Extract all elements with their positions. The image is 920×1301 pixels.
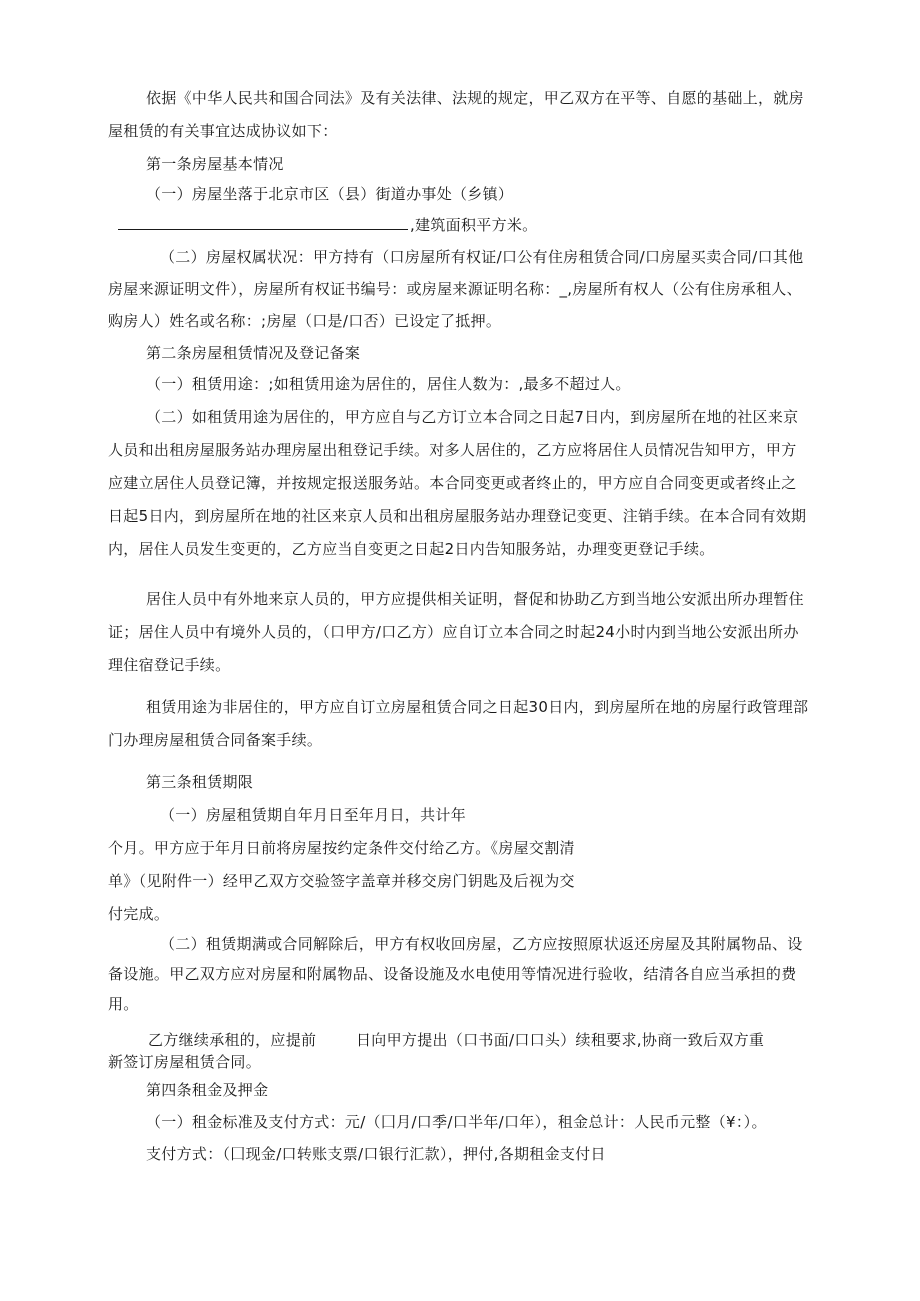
text-line: （二）租赁期满或合同解除后，甲方有权收回房屋，乙方应按照原状返还房屋及其附属物品、设 <box>160 935 803 953</box>
text-line <box>118 215 537 235</box>
text-line: 日向甲方提出（口书面/口口头）续租要求,协商一致后双方重 <box>356 1031 765 1049</box>
text-line: 购房人）姓名或名称：;房屋（口是/口否）已设定了抵押。 <box>108 312 502 330</box>
section-heading: 第二条房屋租赁情况及登记备案 <box>146 344 361 362</box>
section-heading: 第四条租金及押金 <box>146 1081 269 1099</box>
text-fragment: ,建筑面积平方米。 <box>410 216 538 234</box>
section-heading: 第一条房屋基本情况 <box>146 155 284 173</box>
text-line: 理住宿登记手续。 <box>108 656 231 674</box>
text-line: 新签订房屋租赁合同。 <box>108 1053 262 1071</box>
text-line: 单》（见附件一）经甲乙双方交验签字盖章并移交房门钥匙及后视为交 <box>108 872 575 890</box>
text-line: 支付方式：（囗现金/口转账支票/口银行汇款），押付,各期租金支付日 <box>146 1145 606 1163</box>
text-line: （一）租金标准及支付方式：元/（囗月/口季/口半年/口年），租金总计：人民币元整（¥：）。 <box>146 1113 767 1131</box>
text-line: 付完成。 <box>108 905 170 923</box>
text-line: 居住人员中有外地来京人员的，甲方应提供相关证明，督促和协助乙方到当地公安派出所办理暂住 <box>146 590 804 608</box>
text-line: 门办理房屋租赁合同备案手续。 <box>108 731 323 749</box>
text-line: 用。 <box>108 995 139 1013</box>
text-line: 应建立居住人员登记簿，并按规定报送服务站。本合同变更或者终止的，甲方应自合同变更或者终止之 <box>108 474 797 492</box>
text-line: （一）租赁用途：;如租赁用途为居住的，居住人数为：,最多不超过人。 <box>146 375 631 393</box>
fill-in-blank <box>118 215 408 230</box>
text-line: （二）房屋权属状况：甲方持有（口房屋所有权证/口公有住房租赁合同/口房屋买卖合同/口其他 <box>160 248 804 266</box>
text-line: 人员和出租房屋服务站办理房屋出租登记手续。对多人居住的，乙方应将居住人员情况告知甲方，甲方 <box>108 441 797 459</box>
text-line: 个月。甲方应于年月日前将房屋按约定条件交付给乙方。《房屋交割清 <box>108 839 575 857</box>
text-line: 内，居住人员发生变更的，乙方应当自变更之日起2日内告知服务站，办理变更登记手续。 <box>108 540 715 558</box>
text-line: 证；居住人员中有境外人员的，（口甲方/口乙方）应自订立本合同之时起24小时内到当地公安派出所办 <box>108 623 799 641</box>
text-line: （一）房屋租赁期自年月日至年月日，共计年 <box>160 806 467 824</box>
text-line: 屋租赁的有关事宜达成协议如下： <box>108 122 338 140</box>
text-line: （一）房屋坐落于北京市区（县）街道办事处（乡镇） <box>146 185 514 203</box>
text-line: 日起5日内，到房屋所在地的社区来京人员和出租房屋服务站办理登记变更、注销手续。在本合同有效期 <box>108 507 807 525</box>
text-line: 备设施。甲乙双方应对房屋和附属物品、设备设施及水电使用等情况进行验收，结清各自应当承担的费 <box>108 965 797 983</box>
text-line: （二）如租赁用途为居住的，甲方应自与乙方订立本合同之日起7日内，到房屋所在地的社区来京 <box>146 408 799 426</box>
text-line: 房屋来源证明文件），房屋所有权证书编号：或房屋来源证明名称：_,房屋所有权人（公有住房承租人、 <box>108 280 802 298</box>
section-heading: 第三条租赁期限 <box>146 773 254 791</box>
text-line: 依据《中华人民共和国合同法》及有关法律、法规的规定，甲乙双方在平等、自愿的基础上，就房 <box>146 89 804 107</box>
text-line: 租赁用途为非居住的，甲方应自订立房屋租赁合同之日起30日内，到房屋所在地的房屋行政管理部 <box>146 698 809 716</box>
text-line: 乙方继续承租的，应提前 <box>148 1031 317 1049</box>
